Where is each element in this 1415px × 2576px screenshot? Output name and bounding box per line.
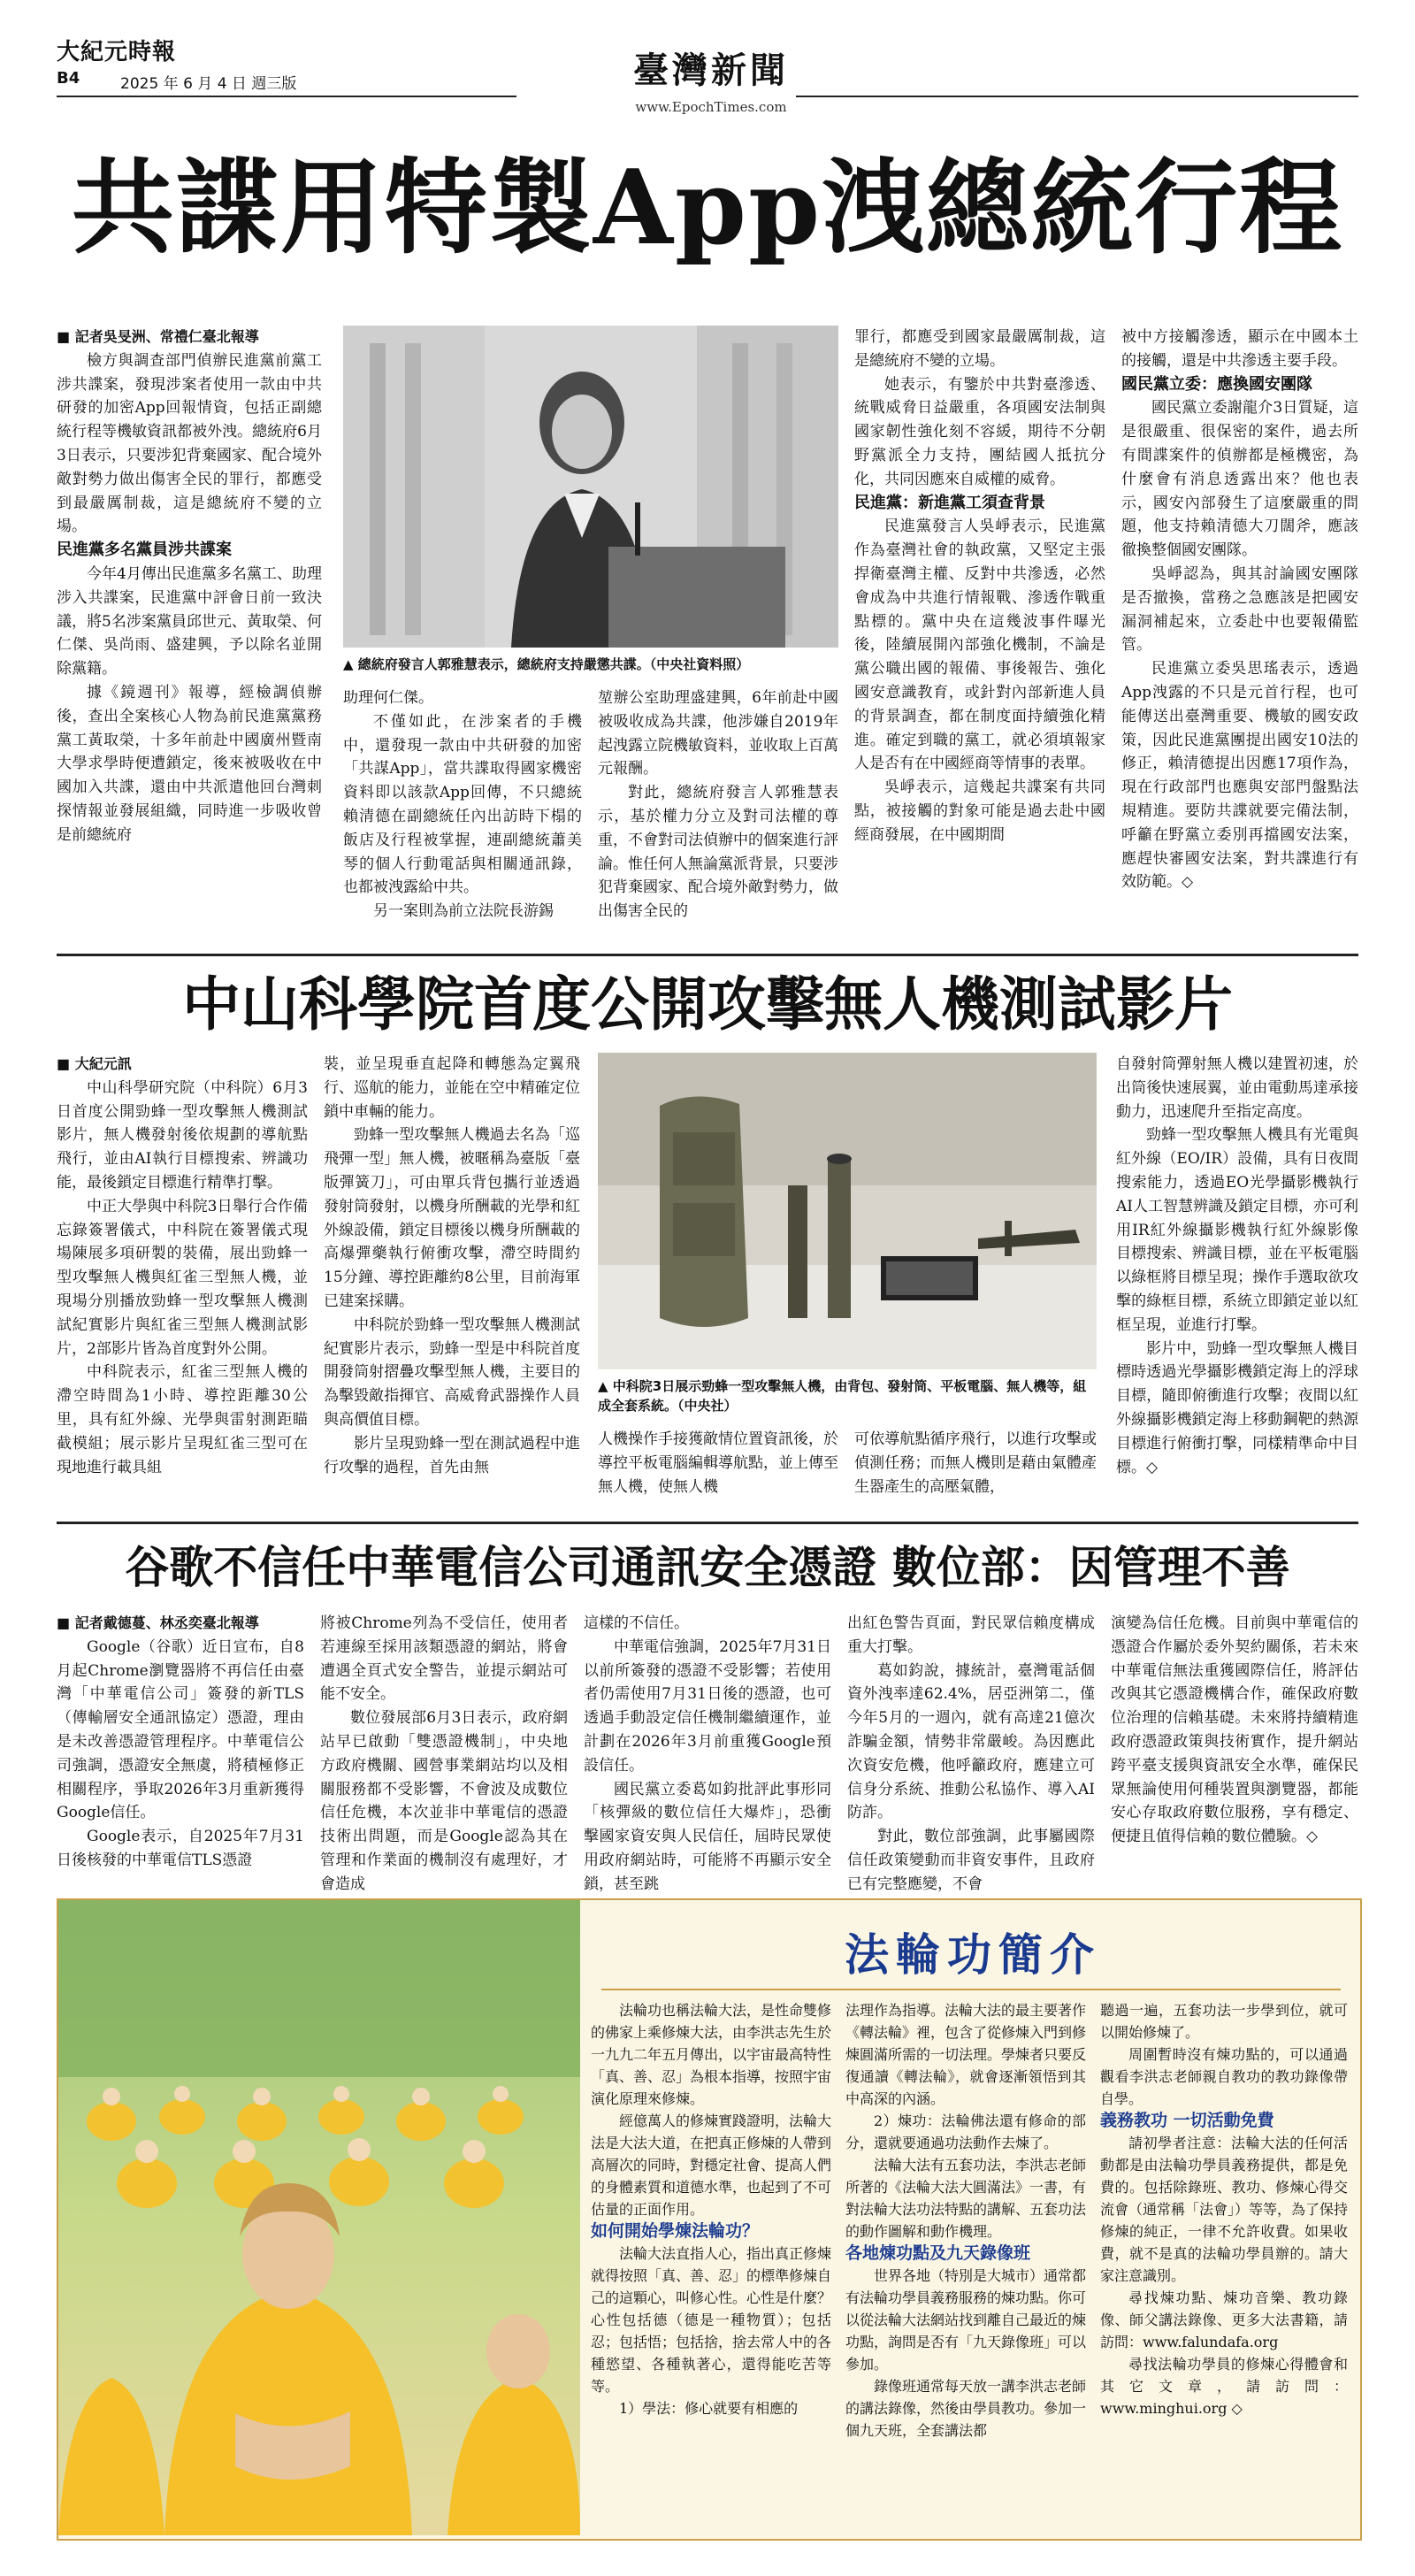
article3-col1 — [57, 1612, 304, 1882]
paragraph: 另一案則為前立法院長游錫 — [373, 902, 554, 921]
masthead-rule — [57, 96, 516, 97]
spokesperson-photo — [343, 326, 838, 648]
paragraph: 葛如鈞說，據統計，臺灣電話個資外洩率達62.4%，居亞洲第二，僅今年5月的一週內，就有高達21億次詐騙金額，情勢非常嚴峻。為因應此次資安危機，他呼籲政府，應建立可信身分系統、推動公私協作、導入AI防詐。 — [847, 1661, 1095, 1822]
subheading: 國民黨立委：應換國安團隊 — [1121, 374, 1312, 394]
paragraph: 數位發展部6月3日表示，政府網站早已啟動「雙憑證機制」，中央地方政府機關、國營事業網站均以及相關服務都不受影響，不會波及成數位信任危機，本次並非中華電信的憑證技術出問題，而是Google認為其在管理和作業面的機制沒有處理好，才會造成 — [320, 1709, 568, 1893]
article3-col3 — [584, 1612, 831, 1893]
paragraph: 對此，數位部強調，此事屬國際信任政策變動而非資安事件，且政府已有完整應變，不會 — [847, 1828, 1095, 1893]
subheading: 民進黨：新進黨工須查背景 — [854, 493, 1045, 512]
paragraph: 中科院於勁蜂一型攻擊無人機測試紀實影片表示，勁蜂一型是中科院首度開發筒射摺疊攻擊型無人機，主要目的為擊毀敵指揮官、高威脅武器操作人員與高價值目標。 — [324, 1315, 580, 1429]
website-url[interactable]: www.EpochTimes.com — [635, 99, 787, 115]
subheading: 各地煉功點及九天錄像班 — [845, 2243, 1031, 2263]
article3-col5 — [1111, 1612, 1358, 1882]
paragraph: 中科院表示，紅雀三型無人機的滯空時間為1小時、導控距離30公里，具有紅外線、光學與雷射測距瞄截模組；展示影片呈現紅雀三型可在現地進行載具組 — [57, 1363, 308, 1476]
subheading: 民進黨多名黨員涉共諜案 — [57, 540, 232, 560]
paragraph: 1）學法：修心就要有相應的 — [619, 2400, 799, 2417]
article2-col3 — [598, 1428, 838, 1502]
paragraph: 堃辦公室助理盛建興，6年前赴中國被吸收成為共諜，他涉嫌自2019年起洩露立院機敏資料，並收取上百萬元報酬。 — [598, 689, 838, 778]
meditation-illustration — [58, 1900, 580, 2535]
paragraph: 周圍暫時沒有煉功點的，可以通過觀看李洪志老師親自教功的教功錄像帶自學。 — [1100, 2046, 1348, 2107]
subheading: 如何開始學煉法輪功？ — [591, 2221, 760, 2241]
falungong-col3 — [1100, 1999, 1348, 2530]
paragraph: 法理作為指導。法輪大法的最主要著作《轉法輪》裡，包含了從修煉入門到修煉圓滿所需的一切法理。學煉者只要反復通讀《轉法輪》，就會逐漸領悟到其中高深的內涵。 — [845, 2002, 1087, 2107]
website-link[interactable]: 尋找法輪功學員的修煉心得體會和其它文章，請訪問：www.minghui.org ◇ — [1100, 2356, 1348, 2417]
paragraph: 民進黨立委吳思瑤表示，透過App洩露的不只是元首行程，也可能傳送出臺灣重要、機敏的國安政策，因此民進黨團提出國安10法的修正，賴清德提出因應17項作為，現在行政部門也應與安部門盤點法規精進。要防共諜就要完備法制，呼籲在野黨立委別再擋國安法案，應趕快審國安法案，對共諜進行有效防範。◇ — [1121, 660, 1358, 892]
article3-col2 — [320, 1612, 568, 1893]
section-title: 臺灣新聞 — [633, 50, 789, 91]
meditation-photo — [58, 1900, 580, 2535]
paragraph: 演變為信任危機。目前與中華電信的憑證合作屬於委外契約關係，若未來中華電信無法重獲國際信任，將評估改與其它憑證機構合作，確保政府數位治理的信賴基礎。未來將持續精進政府憑證政策與技術實作，提升網站跨平臺支援與資訊安全水準，確保民眾無論使用何種裝置與瀏覽器，都能安心存取政府數位服務，享有穩定、便捷且值得信賴的數位體驗。◇ — [1111, 1614, 1358, 1846]
paragraph: 罪行，都應受到國家最嚴厲制裁，這是總統府不變的立場。 — [854, 328, 1105, 370]
divider — [57, 954, 1358, 956]
paragraph: 自發射筒彈射無人機以建置初速，於出筒後快速展翼，並由電動馬達承接動力，迅速爬升至指定高度。 — [1116, 1055, 1358, 1121]
paragraph: Google（谷歌）近日宣布，自8月起Chrome瀏覽器將不再信任由臺灣「中華電信公司」簽發的新TLS（傳輸層安全通訊協定）憑證，理由是未改善憑證管理程序。中華電信公司強調，憑證安全無虞，將積極修正相關程序，爭取2026年3月重新獲得Google信任。 — [57, 1637, 304, 1822]
article3-byline: ■ 記者戴德蔓、林丞奕臺北報導 — [57, 1614, 259, 1631]
article3-headline: 谷歌不信任中華電信公司通訊安全憑證 數位部：因管理不善 — [125, 1542, 1290, 1593]
subheading: 義務教功 一切活動免費 — [1100, 2111, 1274, 2130]
paragraph: 不僅如此，在涉案者的手機中，還發現一款由中共研發的加密「共謀App」，當共諜取得國家機密資料即以該款App回傳，不只總統賴清德在副總統任內出訪時下榻的飯店及行程被掌握，連副總統蕭美琴的個人行動電話與相關通訊錄，也都被洩露給中共。 — [343, 712, 582, 897]
paragraph: Google表示，自2025年7月31日後核發的中華電信TLS憑證 — [57, 1828, 304, 1869]
paragraph: 對此，總統府發言人郭雅慧表示，基於權力分立及對司法權的尊重，不會對司法偵辦中的個案進行評論。惟任何人無論黨派背景，只要涉犯背棄國家、配合境外敵對勢力，做出傷害全民的 — [598, 784, 838, 921]
paragraph: 世界各地（特別是大城市）通常都有法輪功學員義務服務的煉功點。你可以從法輪大法網站找到離自己最近的煉功點，詢問是否有「九天錄像班」可以參加。 — [845, 2267, 1087, 2373]
paragraph: 影片中，勁蜂一型攻擊無人機目標時透過光學攝影機鎖定海上的浮球目標，隨即俯衝進行攻擊；夜間以紅外線攝影機鎖定海上移動鋼靶的熱源目標進行俯衝打擊，同樣精準命中目標。◇ — [1116, 1339, 1358, 1476]
paragraph: 中正大學與中科院3日舉行合作備忘錄簽署儀式，中科院在簽署儀式現場陳展多項研製的裝備，展出勁蜂一型攻擊無人機與紅雀三型無人機，並現場分別播放勁蜂一型攻擊無人機測試紀實影片與紅雀三型無人機測試影片，2部影片皆為首度對外公開。 — [57, 1197, 308, 1358]
paragraph: 國民黨立委謝龍介3日質疑，這是很嚴重、很保密的案件，過去所有間諜案件的偵辦都是極機密，為什麼會有消息透露出來？他也表示，國安內部發生了這麼嚴重的問題，他支持賴清德大刀闊斧，應該徹換整個國安團隊。 — [1121, 399, 1358, 560]
paragraph: 民進黨發言人吳崢表示，民進黨作為臺灣社會的執政黨，又堅定主張捍衛臺灣主權、反對中共滲透，必然會成為中共進行情報戰、滲透作戰重點標的。黨中央在這幾波事件曝光後，陸續展開內部強化機制，不論是黨公職出國的報備、事後報告、強化國安意識教育，或針對內部新進人員的背景調查，都在制度面持續強化精進。確定到職的黨工，就必須填報家人是否有在中國經商等情事的表單。 — [854, 518, 1105, 773]
paragraph: 據《鏡週刊》報導，經檢調偵辦後，查出全案核心人物為前民進黨黨務黨工黃取榮，十多年前赴中國廣州暨南大學求學時便遭鎖定，後來被吸收在中國加入共諜，還由中共派遣他回台灣刺探情報並發展組織，同時進一步吸收曾是前總統府 — [57, 683, 322, 844]
paragraph: 檢方與調查部門偵辦民進黨前黨工涉共諜案，發現涉案者使用一款由中共研發的加密App回報情資，包括正副總統行程等機敏資訊都被外洩。總統府6月3日表示，只要涉犯背棄國家、配合境外敵對勢力做出傷害全民的罪行，都應受到最嚴厲制裁，這是總統府不變的立場。 — [57, 351, 322, 536]
drone-illustration — [598, 1053, 1097, 1369]
article2-col1 — [57, 1053, 308, 1502]
masthead-rule-right — [796, 96, 1358, 97]
paragraph: 勁蜂一型攻擊無人機過去名為「巡飛彈一型」無人機，被暱稱為臺版「臺版彈簧刀」，可由單兵背包攜行並透過發射筒發射，以機身所酬載的光學和紅外線設備，鎖定目標後以機身所酬載的高爆彈藥執行俯衝攻擊，滯空時間約15分鐘、導控距離約8公里，目前海軍已建案採購。 — [324, 1126, 580, 1310]
paragraph: 她表示，有鑒於中共對臺滲透、統戰威脅日益嚴重，各項國安法制與國家韌性強化刻不容緩，期待不分朝野黨派全力支持，團結國人抵抗分化，共同因應來自威權的威脅。 — [854, 375, 1105, 488]
falungong-title: 法輪功簡介 — [845, 1928, 1101, 1981]
paragraph: 裝，並呈現垂直起降和轉態為定翼飛行、巡航的能力，並能在空中精確定位鎖中車輛的能力。 — [324, 1055, 580, 1121]
article1-col2 — [343, 686, 582, 945]
article1-col4 — [854, 326, 1105, 945]
paragraph: 法輪功也稱法輪大法，是性命雙修的佛家上乘修煉大法，由李洪志先生於一九九二年五月傳出，以宇宙最高特性「真、善、忍」為根本指導，按照宇宙演化原理來修煉。 — [591, 2002, 832, 2107]
newspaper-logo: 大紀元時報 — [57, 39, 177, 65]
paragraph: 中山科學研究院（中科院）6月3日首度公開勁蜂一型攻擊無人機測試影片，無人機發射後依規劃的導航點飛行，並由AI執行目標搜索、辨識功能，最後鎖定目標進行精準打擊。 — [57, 1078, 308, 1192]
paragraph: 國民黨立委葛如鈞批評此事形同「核彈級的數位信任大爆炸」，恐衝擊國家資安與人民信任，屆時民眾使用政府網站時，可能將不再顯示安全鎖，甚至跳 — [584, 1780, 831, 1893]
paragraph: 這樣的不信任。 — [584, 1614, 689, 1632]
article2-headline: 中山科學院首度公開攻擊無人機測試影片 — [182, 970, 1233, 1039]
paragraph: 助理何仁傑。 — [343, 689, 433, 707]
paragraph: 人機操作手接獲敵情位置資訊後，於導控平板電腦編輯導航點，並上傳至無人機，使無人機 — [598, 1430, 838, 1496]
issue-date: 2025 年 6 月 4 日 週三版 — [120, 75, 297, 93]
paragraph: 法輪大法直指人心，指出真正修煉就得按照「真、善、忍」的標準修煉自己的這顆心，叫修心性。心性是什麼？心性包括德（德是一種物質）；包括忍；包括悟；包括捨，捨去常人中的各種慾望、各種執著心，還得能吃苦等等。 — [591, 2245, 832, 2395]
paragraph: 2）煉功：法輪佛法還有修命的部分，還就要通過功法動作去煉了。 — [845, 2112, 1086, 2151]
article1-col5 — [1121, 326, 1358, 945]
paragraph: 影片呈現勁蜂一型在測試過程中進行攻擊的過程，首先由無 — [324, 1434, 580, 1476]
paragraph: 經億萬人的修煉實踐證明，法輪大法是大法大道，在把真正修煉的人帶到高層次的同時，對穩定社會、提高人們的身體素質和道德水準，也起到了不可估量的正面作用。 — [591, 2112, 832, 2218]
falungong-col2 — [845, 1999, 1086, 2530]
paragraph: 請初學者注意：法輪大法的任何活動都是由法輪功學員義務提供，都是免費的。包括除錄班、教功、修煉心得交流會（通常稱「法會」）等等，為了保持修煉的純正，一律不允許收費。如果收費，就不是真的法輪功學員辦的。請大家注意識別。 — [1100, 2135, 1349, 2284]
paragraph: 聽過一遍，五套功法一步學到位，就可以開始修煉了。 — [1100, 2002, 1348, 2041]
masthead — [57, 34, 1358, 131]
article1-byline: ■ 記者吳旻洲、常禮仁臺北報導 — [57, 328, 259, 345]
article2-col5 — [1116, 1053, 1358, 1502]
article2-photo-caption: ▲ 中科院3日展示勁蜂一型攻擊無人機，由背包、發射筒、平板電腦、無人機等，組成全套系統。（中央社） — [598, 1378, 1087, 1414]
article1-photo-caption: ▲ 總統府發言人郭雅慧表示，總統府支持嚴懲共諜。（中央社資料照） — [343, 656, 750, 672]
paragraph: 今年4月傳出民進黨多名黨工、助理涉入共諜案，民進黨中評會日前一致決議，將5名涉案黨員邱世元、黃取榮、何仁傑、吳尚雨、盛建興，予以除名並開除黨籍。 — [57, 564, 322, 678]
article1-headline: 共諜用特製App洩總統行程 — [71, 148, 1344, 268]
paragraph: 可依導航點循序飛行，以進行攻擊或偵測任務；而無人機則是藉由氣體產生器產生的高壓氣體， — [854, 1430, 1097, 1496]
drone-system-photo — [598, 1053, 1097, 1369]
article3-col4 — [847, 1612, 1095, 1893]
paragraph: 將被Chrome列為不受信任，使用者若連線至採用該類憑證的網站，將會遭遇全頁式安全警告，並提示網站可能不安全。 — [320, 1614, 568, 1704]
falungong-col1 — [591, 1999, 831, 2530]
article1-col1 — [57, 326, 322, 945]
paragraph: 中華電信強調，2025年7月31日以前所簽發的憑證不受影響；若使用者仍需使用7月31日後的憑證，也可透過手動設定信任機制繼續運作，並計劃在2026年3月前重獲Google預設信任。 — [584, 1637, 831, 1775]
page-number: B4 — [57, 69, 80, 88]
paragraph: 出紅色警告頁面，對民眾信賴度構成重大打擊。 — [847, 1614, 1095, 1656]
article1-col3 — [598, 686, 838, 945]
paragraph: 勁蜂一型攻擊無人機具有光電與紅外線（EO/IR）設備，具有日夜間搜索能力，透過EO光學攝影機執行AI人工智慧辨識及鎖定目標，亦可利用IR紅外線攝影機執行紅外線影像目標搜索、辨識目標，並在平板電腦以綠框將目標呈現；操作手選取欲攻擊的綠框目標，系統立即鎖定並以紅框呈現，並進行打擊。 — [1116, 1126, 1358, 1334]
article2-col4 — [854, 1428, 1097, 1502]
paragraph: 錄像班通常每天放一講李洪志老師的講法錄像，然後由學員教功。參加一個九天班，全套講法都 — [845, 2378, 1087, 2439]
paragraph: 被中方接觸滲透，顯示在中國本土的接觸，還是中共滲透主要手段。 — [1121, 328, 1358, 370]
article2-col2 — [324, 1053, 580, 1502]
website-link[interactable]: 尋找煉功點、煉功音樂、教功錄像、師父講法錄像、更多大法書籍，請訪問：www.falundafa.org — [1100, 2289, 1348, 2350]
title-underline — [601, 1989, 1341, 1990]
article2-byline: ■ 大紀元訊 — [57, 1055, 132, 1072]
paragraph: 吳崢表示，這幾起共諜案有共同點，被接觸的對象可能是過去赴中國經商發展，在中國期間 — [854, 778, 1105, 844]
paragraph: 法輪大法有五套功法，李洪志老師所著的《法輪大法大圓滿法》一書，有對法輪大法功法特點的講解、五套功法的動作圖解和動作機理。 — [845, 2157, 1087, 2240]
spokesperson-illustration — [343, 326, 838, 648]
divider — [57, 1522, 1358, 1524]
paragraph: 吳崢認為，與其討論國安團隊是否撤換，當務之急應該是把國安漏洞補起來，立委赴中也要報備監管。 — [1121, 564, 1358, 655]
